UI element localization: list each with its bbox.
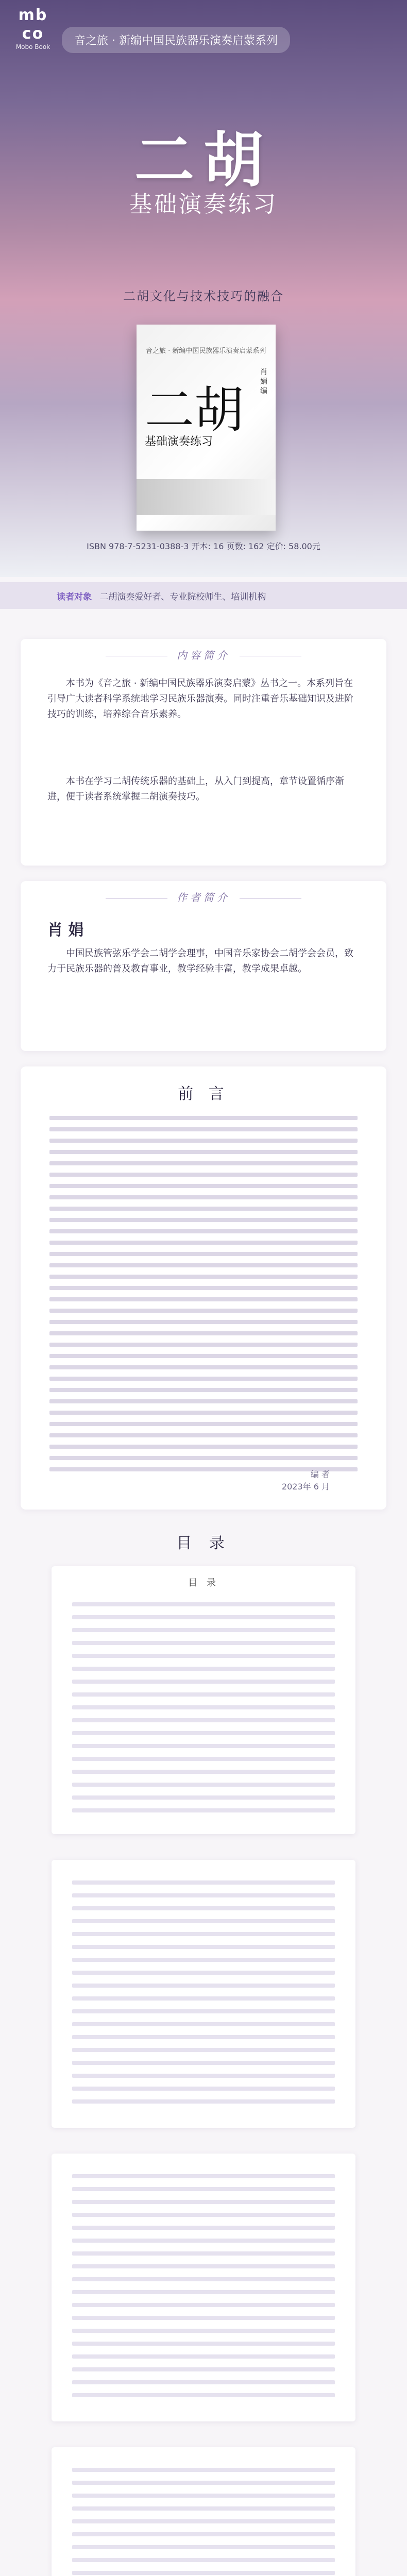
reader-text (57, 589, 266, 602)
intro-paragraph-1: 本书为《音之旅 · 新编中国民族器乐演奏启蒙》丛书之一。本系列旨在引导广大读者科学系统地学习民族乐器演奏。同时注重音乐基础知识及进阶技巧的训练，培养综合音乐素养。 (47, 678, 353, 720)
book-cover-author: 肖 娟 编 (259, 368, 267, 394)
preface-date: 2023年 6 月 (281, 1482, 330, 1492)
brand-logo (12, 6, 54, 53)
reader-tag: 读者对象 (57, 592, 92, 602)
author-title: 作者简介 (21, 889, 386, 904)
toc-title: 目 录 (176, 1534, 231, 1552)
preface-author: 编 者 (310, 1469, 330, 1479)
hero-subtitle: 基础演奏练习 (129, 191, 278, 217)
hero-banner (0, 0, 407, 577)
author-bio: 中国民族管弦乐学会二胡学会理事，中国音乐家协会二胡学会会员，致力于民族乐器的普及教育事业，教学经验丰富，教学成果卓越。 (47, 948, 353, 974)
logo-name: Mobo Book (15, 43, 50, 50)
toc-page-head: 目 录 (188, 1578, 219, 1588)
series-pill: 音之旅 · 新编中国民族器乐演奏启蒙系列 (62, 27, 290, 53)
author-name: 肖 娟 (47, 921, 84, 939)
intro-title: 内容简介 (21, 647, 386, 662)
hero-tagline: 二胡文化与技术技巧的融合 (123, 289, 284, 303)
preface-title: 前 言 (178, 1085, 229, 1103)
toc-page-4 (52, 2447, 355, 2576)
reader-strip (0, 582, 407, 609)
book-cover-subtitle: 基础演奏练习 (145, 435, 213, 448)
logo-mark: mb co (18, 6, 48, 43)
toc-page-3 (52, 2154, 355, 2421)
intro-paragraph-2: 本书在学习二胡传统乐器的基础上，从入门到提高，章节设置循序渐进，便于读者系统掌握二胡演奏技巧。 (47, 776, 344, 802)
toc-page-2 (52, 1860, 355, 2128)
preface-card (21, 1066, 386, 1510)
cover-decoration (137, 479, 276, 515)
toc-page-1 (52, 1566, 355, 1834)
book-cover-title: 二胡 (145, 381, 244, 439)
preface-text-block (49, 1116, 358, 1479)
book-isbn-info: ISBN 978-7-5231-0388-3 开本: 16 页数: 162 定价: 58.00元 (87, 541, 320, 551)
table-of-contents (21, 1530, 386, 2576)
intro-card (21, 639, 386, 866)
preface-signature (282, 1468, 330, 1493)
reader-description: 二胡演奏爱好者、专业院校师生、培训机构 (99, 592, 266, 602)
author-card (21, 881, 386, 1051)
book-cover-series: 音之旅 · 新编中国民族器乐演奏启蒙系列 (146, 347, 266, 355)
hero-title: 二胡 (134, 125, 273, 195)
book-cover (137, 325, 276, 531)
